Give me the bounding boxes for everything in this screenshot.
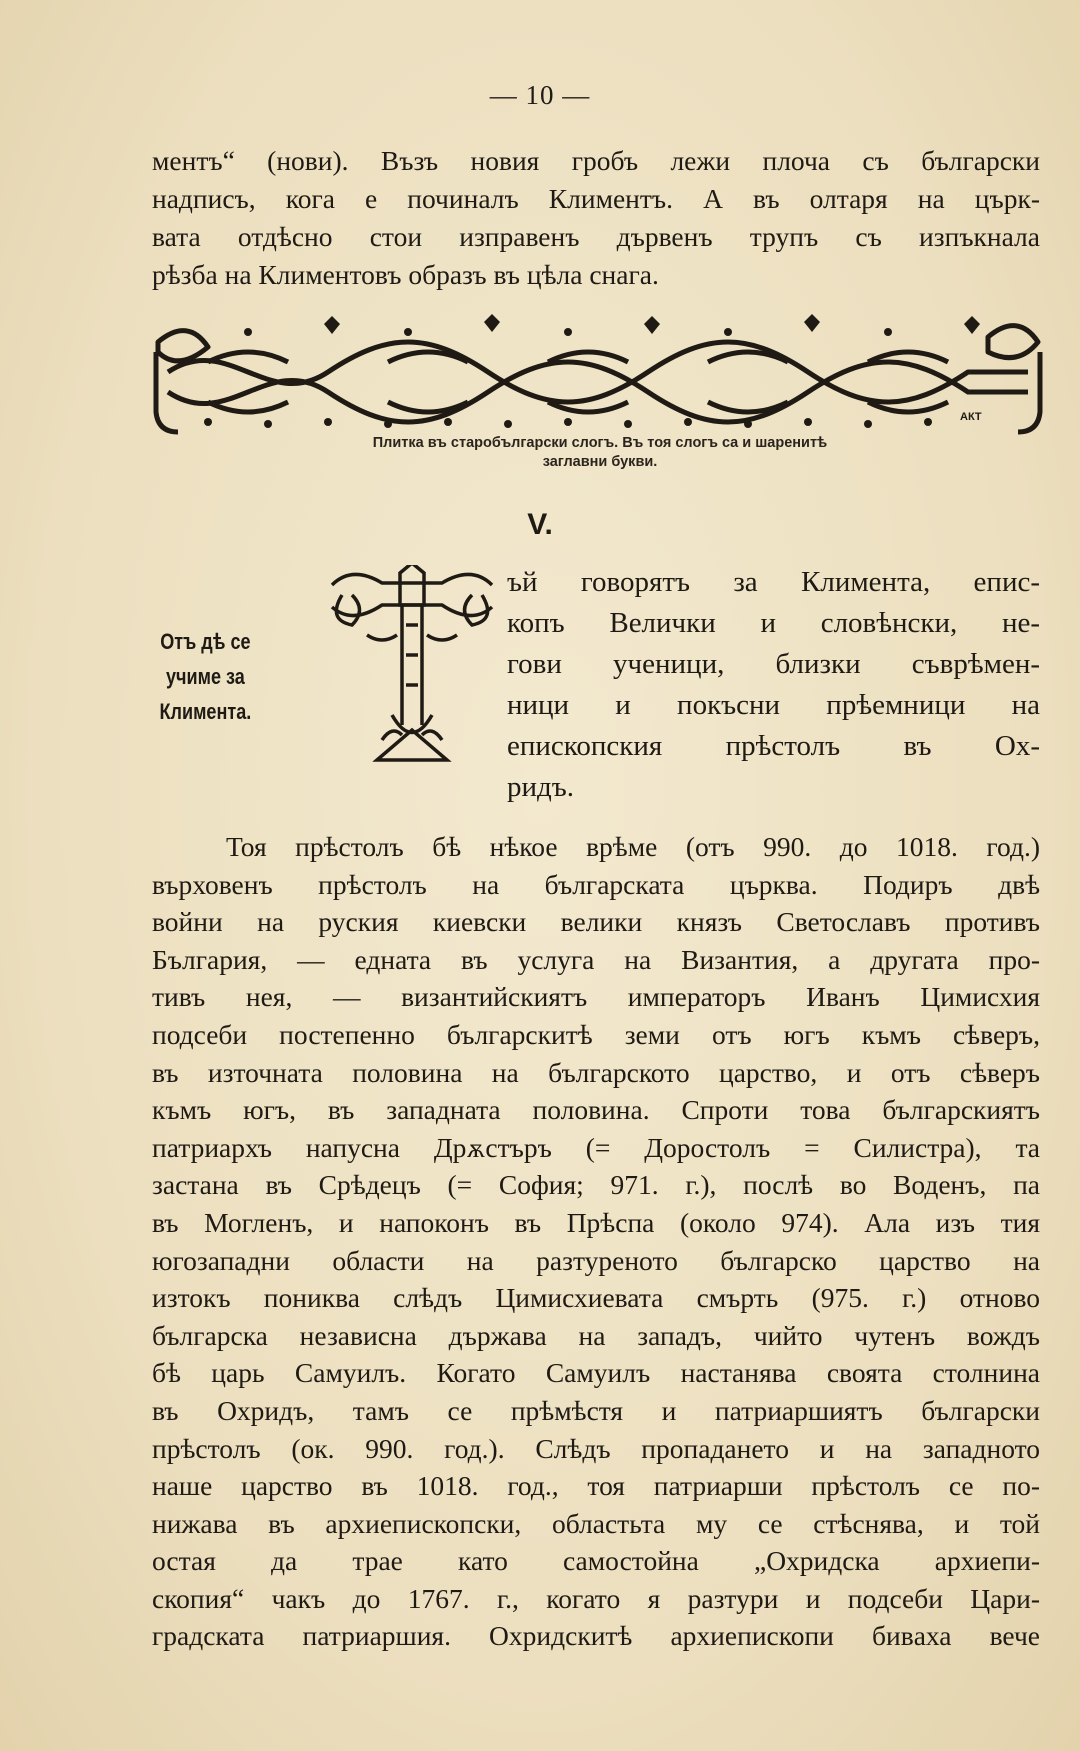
text-line: епископския прѣстолъ въ Ох- xyxy=(507,730,1040,762)
text-line: ридъ. xyxy=(507,771,575,803)
text-line: гови ученици, близки съврѣмен- xyxy=(507,648,1040,680)
text-line: нижава въ архиепископски, областьта му се стѣснява, и той xyxy=(152,1507,1040,1539)
text-line: българска независна държава на западъ, чийто чутенъ вождъ xyxy=(152,1319,1040,1351)
text-line: остая да трае като самостойна „Охридска архиепи- xyxy=(152,1545,1040,1577)
dropcap-paragraph xyxy=(507,562,1040,808)
body-paragraph xyxy=(152,828,1040,1655)
ornament-caption xyxy=(200,434,1000,472)
caption-line: Плитка въ старобългарски слогъ. Въ тоя слогъ са и шаренитѣ xyxy=(372,435,828,451)
text-line: подсеби постепенно българскитѣ земи отъ югъ къмъ сѣверъ, xyxy=(152,1018,1040,1050)
margin-note-line: Климента. xyxy=(159,699,252,724)
text-line: скопия“ чакъ до 1767. г., когато я разтури и подсеби Цари- xyxy=(152,1582,1040,1614)
interlace-ornament xyxy=(148,312,1048,452)
text-line: въ източната половина на българското царство, и отъ сѣверъ xyxy=(152,1056,1040,1088)
text-line: ментъ“ (нови). Възъ новия гробъ лежи плоча съ български xyxy=(152,145,1040,176)
text-line: изтокъ пониква слѣдъ Цимисхиевата смърть (975. г.) отново xyxy=(152,1282,1040,1314)
margin-note-line: учиме за xyxy=(166,664,245,689)
text-line: надписъ, кога е починалъ Климентъ. А въ олтаря на църк- xyxy=(152,183,1040,214)
text-line: застана въ Срѣдецъ (= София; 971. г.), послѣ во Воденъ, па xyxy=(152,1169,1040,1201)
text-line: югозападни области на разтуреното българско царство на xyxy=(152,1244,1040,1276)
text-line: Тоя прѣстолъ бѣ нѣкое врѣме (отъ 990. до 1018. год.) xyxy=(226,831,1040,862)
dropcap-letter: Т xyxy=(411,685,413,686)
text-line: въ Могленъ, и напоконъ въ Прѣспа (около 974). Ала изъ тия xyxy=(152,1206,1040,1238)
text-line: ъй говорятъ за Климента, епис- xyxy=(507,566,1040,598)
intro-paragraph xyxy=(152,142,1040,294)
ornament-signature: АКТ xyxy=(960,411,982,423)
decorative-initial-t xyxy=(322,565,502,771)
text-line: въ Охридъ, тамъ се прѣмѣстя и патриаршиятъ български xyxy=(152,1394,1040,1426)
page-number: — 10 — xyxy=(489,80,591,110)
text-line: наше царство въ 1018. год., тоя патриарши прѣстолъ се по- xyxy=(152,1470,1040,1502)
text-line: войни на руския киевски велики князъ Светославъ противъ xyxy=(152,906,1040,938)
text-line: бѣ царь Самуилъ. Когато Самуилъ настанява своята столнина xyxy=(152,1357,1040,1389)
text-line: България, — едната въ услуга на Византия, а другата про- xyxy=(152,943,1040,975)
text-line: върховенъ прѣстолъ на българската църква. Подиръ двѣ xyxy=(152,868,1040,900)
text-line: рѣзба на Климентовъ образъ въ цѣла снага. xyxy=(152,259,659,290)
text-line: копъ Велички и словѣнски, не- xyxy=(507,607,1040,639)
text-line: градската патриаршия. Охридскитѣ архиепископи бивaха вече xyxy=(152,1620,1040,1652)
text-line: къмъ югъ, въ западната половина. Спроти това българскиятъ xyxy=(152,1094,1040,1126)
text-line: вата отдѣсно стои изправенъ дървенъ трупъ съ изпъкнала xyxy=(152,221,1040,252)
text-line: ници и покъсни прѣемници на xyxy=(507,689,1040,721)
text-line: тивъ нея, — византийскиятъ императоръ Иванъ Цимисхия xyxy=(152,981,1040,1013)
margin-note xyxy=(148,624,263,729)
caption-line: заглавни букви. xyxy=(542,454,658,470)
section-heading: V. xyxy=(527,508,553,541)
margin-note-line: Отъ дѣ се xyxy=(160,629,251,654)
text-line: прѣстолъ (ок. 990. год.). Слѣдъ пропадането и на западното xyxy=(152,1432,1040,1464)
text-line: патриархъ напусна Дрѫстъръ (= Доростолъ = Силистра), та xyxy=(152,1131,1040,1163)
